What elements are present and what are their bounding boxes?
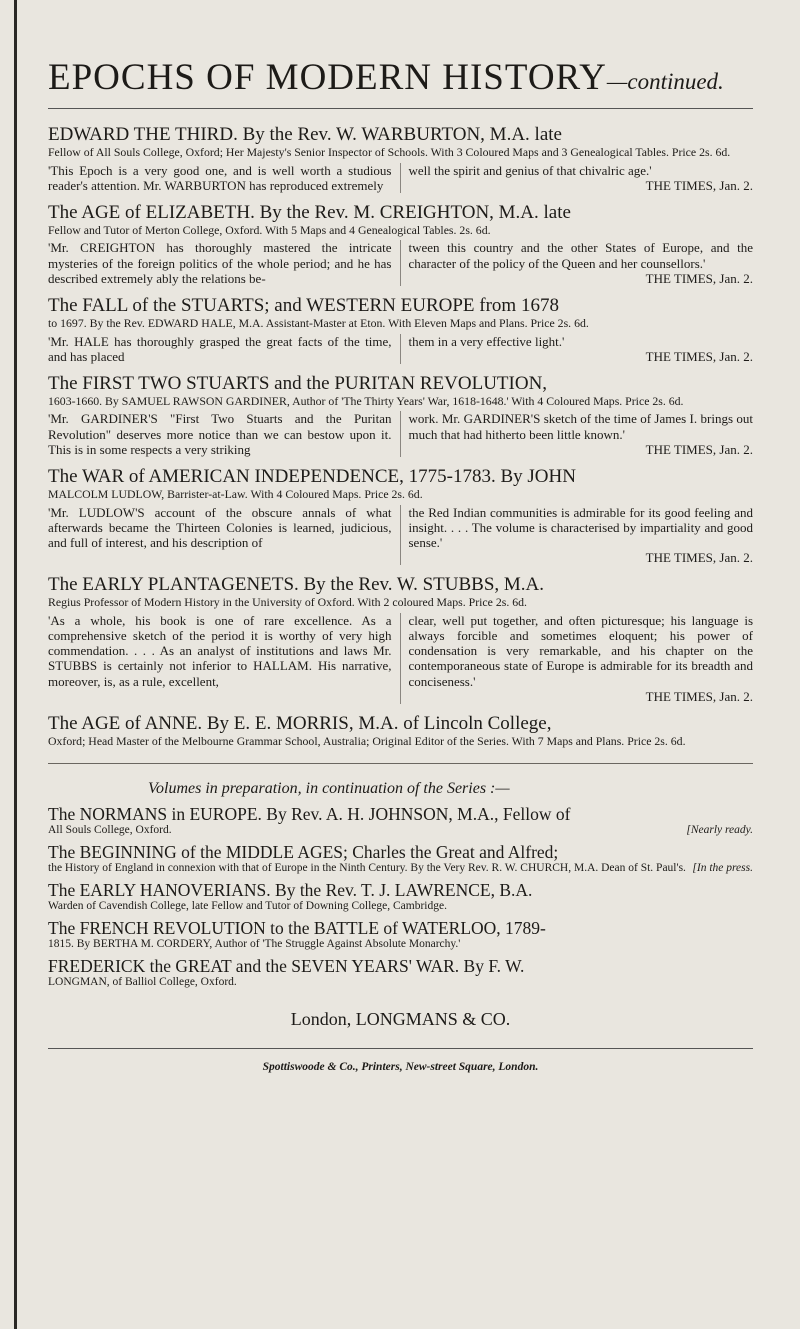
- volume-details: [48, 824, 753, 837]
- review-right-column: [401, 411, 754, 457]
- review-source: THE TIMES, Jan. 2.: [645, 550, 753, 566]
- volume-middle-ages: [48, 842, 753, 875]
- review-source: THE TIMES, Jan. 2.: [645, 441, 753, 457]
- review-right: tween this country and the other States of Europe, and the character of the policy of the Queen and her counsellors.': [408, 240, 753, 271]
- page-heading: [48, 58, 753, 102]
- review-columns: [48, 240, 753, 286]
- book-details: Fellow of All Souls College, Oxford; Her Majesty's Senior Inspector of Schools. With 3 Coloured Maps and 3 Genealogical Tables. Price 2s. 6d.: [48, 145, 731, 159]
- book-entry-early-plantagenets: [48, 574, 753, 704]
- book-title: The WAR of AMERICAN INDEPENDENCE, 1775-1783. By JOHN: [48, 466, 576, 488]
- review-right-column: [401, 505, 754, 566]
- book-details: Oxford; Head Master of the Melbourne Grammar School, Australia; Original Editor of the Series. With 7 Maps and Plans. Price 2s. 6d.: [48, 734, 686, 749]
- heading-title: EPOCHS OF MODERN HISTORY: [48, 57, 607, 98]
- review-left: 'Mr. GARDINER'S "First Two Stuarts and the Puritan Revolution" deserves more notice than we can bestow upon it. This is in some respects a very striking: [48, 411, 401, 457]
- book-entry-fall-of-stuarts: [48, 295, 753, 364]
- review-left: 'Mr. HALE has thoroughly grasped the great facts of the time, and has placed: [48, 334, 401, 364]
- review-right: them in a very effective light.': [408, 333, 565, 349]
- review-columns: [48, 613, 753, 704]
- review-left: 'This Epoch is a very good one, and is well worth a studious reader's attention. Mr. WARBURTON has reproduced extremely: [48, 163, 401, 193]
- volume-title: FREDERICK the GREAT and the SEVEN YEARS' WAR. By F. W.: [48, 955, 525, 976]
- book-title: The FALL of the STUARTS; and WESTERN EUROPE from 1678: [48, 295, 559, 317]
- review-left: 'As a whole, his book is one of rare excellence. As a comprehensive sketch of the period it is worthy of very high commendation. . . . As an analyst of institutions and laws Mr. STUBBS is certainly not inferior to HALLAM. His narrative, moreover, is, as a rule, excellent,: [48, 613, 401, 704]
- book-title: The FIRST TWO STUARTS and the PURITAN REVOLUTION,: [48, 372, 548, 394]
- book-details: MALCOLM LUDLOW, Barrister-at-Law. With 4 Coloured Maps. Price 2s. 6d.: [48, 487, 423, 502]
- book-entry-first-two-stuarts: [48, 373, 753, 457]
- volume-details: Warden of Cavendish College, late Fellow and Tutor of Downing College, Cambridge.: [48, 899, 447, 912]
- review-source: THE TIMES, Jan. 2.: [645, 270, 753, 286]
- review-source: THE TIMES, Jan. 2.: [645, 177, 753, 193]
- volume-status: [In the press.: [692, 861, 753, 874]
- book-entry-american-independence: [48, 466, 753, 565]
- volume-title: The BEGINNING of the MIDDLE AGES; Charles the Great and Alfred;: [48, 841, 559, 862]
- printer-imprint: Spottiswoode & Co., Printers, New-street Square, London.: [262, 1060, 539, 1073]
- volume-normans: [48, 804, 753, 837]
- book-details: to 1697. By the Rev. EDWARD HALE, M.A. Assistant-Master at Eton. With Eleven Maps and Plans. Price 2s. 6d.: [48, 316, 589, 331]
- review-right: the Red Indian communities is admirable for its good feeling and insight. . . . The volume is characterised by impartiality and good sense.': [408, 504, 753, 550]
- review-left: 'Mr. LUDLOW'S account of the obscure annals of what afterwards became the Thirteen Colonies is learned, judicious, and full of interest, and his description of: [48, 505, 401, 566]
- review-right-column: [401, 240, 754, 286]
- volume-title: The EARLY HANOVERIANS. By the Rev. T. J. LAWRENCE, B.A.: [48, 879, 533, 900]
- volume-details: 1815. By BERTHA M. CORDERY, Author of 'The Struggle Against Absolute Monarchy.': [48, 937, 461, 950]
- review-left: 'Mr. CREIGHTON has thoroughly mastered the intricate mysteries of the foreign politics of the whole period; and he has described extremely ably the relations be-: [48, 240, 401, 286]
- publisher-imprint: London, LONGMANS & CO.: [290, 1008, 511, 1029]
- advertisement-page: [48, 0, 753, 1329]
- review-right: clear, well put together, and often picturesque; his language is always forcible and sometimes eloquent; his power of condensation is very remarkable, and his chapter on the contemporaneous state of Europe is admirable for its breadth and conciseness.': [408, 612, 753, 689]
- volume-details: [48, 862, 753, 875]
- content: [48, 124, 753, 1073]
- book-title: The AGE of ANNE. By E. E. MORRIS, M.A. of Lincoln College,: [48, 713, 552, 735]
- book-title: EDWARD THE THIRD. By the Rev. W. WARBURTON, M.A. late: [48, 124, 562, 145]
- volume-frederick: [48, 956, 753, 989]
- volume-french-revolution: [48, 918, 753, 951]
- book-entry-edward-third: [48, 124, 753, 193]
- book-title: The EARLY PLANTAGENETS. By the Rev. W. STUBBS, M.A.: [48, 574, 545, 596]
- volume-detail-text: the History of England in connexion with that of Europe in the Ninth Century. By the Very Rev. R. W. CHURCH, M.A. Dean of St. Paul's.: [48, 861, 686, 874]
- review-columns: [48, 334, 753, 364]
- heading-continued: —continued.: [606, 69, 724, 94]
- review-right-column: [401, 613, 754, 704]
- top-rule: [48, 108, 753, 109]
- review-right-column: [401, 334, 754, 364]
- bottom-rule: [48, 1048, 753, 1049]
- volume-detail-text: All Souls College, Oxford.: [48, 823, 172, 836]
- review-source: THE TIMES, Jan. 2.: [645, 688, 753, 704]
- review-columns: [48, 411, 753, 457]
- volume-status: [Nearly ready.: [686, 823, 753, 836]
- book-entry-age-of-anne: [48, 713, 753, 749]
- book-details: 1603-1660. By SAMUEL RAWSON GARDINER, Author of 'The Thirty Years' War, 1618-1648.' With 4 Coloured Maps. Price 2s. 6d.: [48, 393, 684, 408]
- book-details: Fellow and Tutor of Merton College, Oxford. With 5 Maps and 4 Genealogical Tables. 2s. 6d.: [48, 222, 491, 237]
- volume-details: LONGMAN, of Balliol College, Oxford.: [48, 975, 237, 988]
- review-columns: [48, 163, 753, 193]
- section-divider: [48, 763, 753, 764]
- volume-early-hanoverians: [48, 880, 753, 913]
- preparation-heading: Volumes in preparation, in continuation of the Series :—: [148, 779, 510, 797]
- book-details: Regius Professor of Modern History in the University of Oxford. With 2 coloured Maps. Price 2s. 6d.: [48, 595, 527, 610]
- review-columns: [48, 505, 753, 566]
- book-entry-age-of-elizabeth: [48, 202, 753, 286]
- book-title: The AGE of ELIZABETH. By the Rev. M. CREIGHTON, M.A. late: [48, 201, 571, 223]
- review-right-column: [401, 163, 754, 193]
- volume-title: The NORMANS in EUROPE. By Rev. A. H. JOHNSON, M.A., Fellow of: [48, 803, 571, 824]
- review-right: well the spirit and genius of that chivalric age.': [408, 162, 652, 178]
- page-edge-line: [14, 0, 17, 1329]
- review-source: THE TIMES, Jan. 2.: [645, 348, 753, 364]
- review-right: work. Mr. GARDINER'S sketch of the time of James I. brings out much that had hitherto been little known.': [408, 411, 753, 442]
- volume-title: The FRENCH REVOLUTION to the BATTLE of WATERLOO, 1789-: [48, 917, 546, 938]
